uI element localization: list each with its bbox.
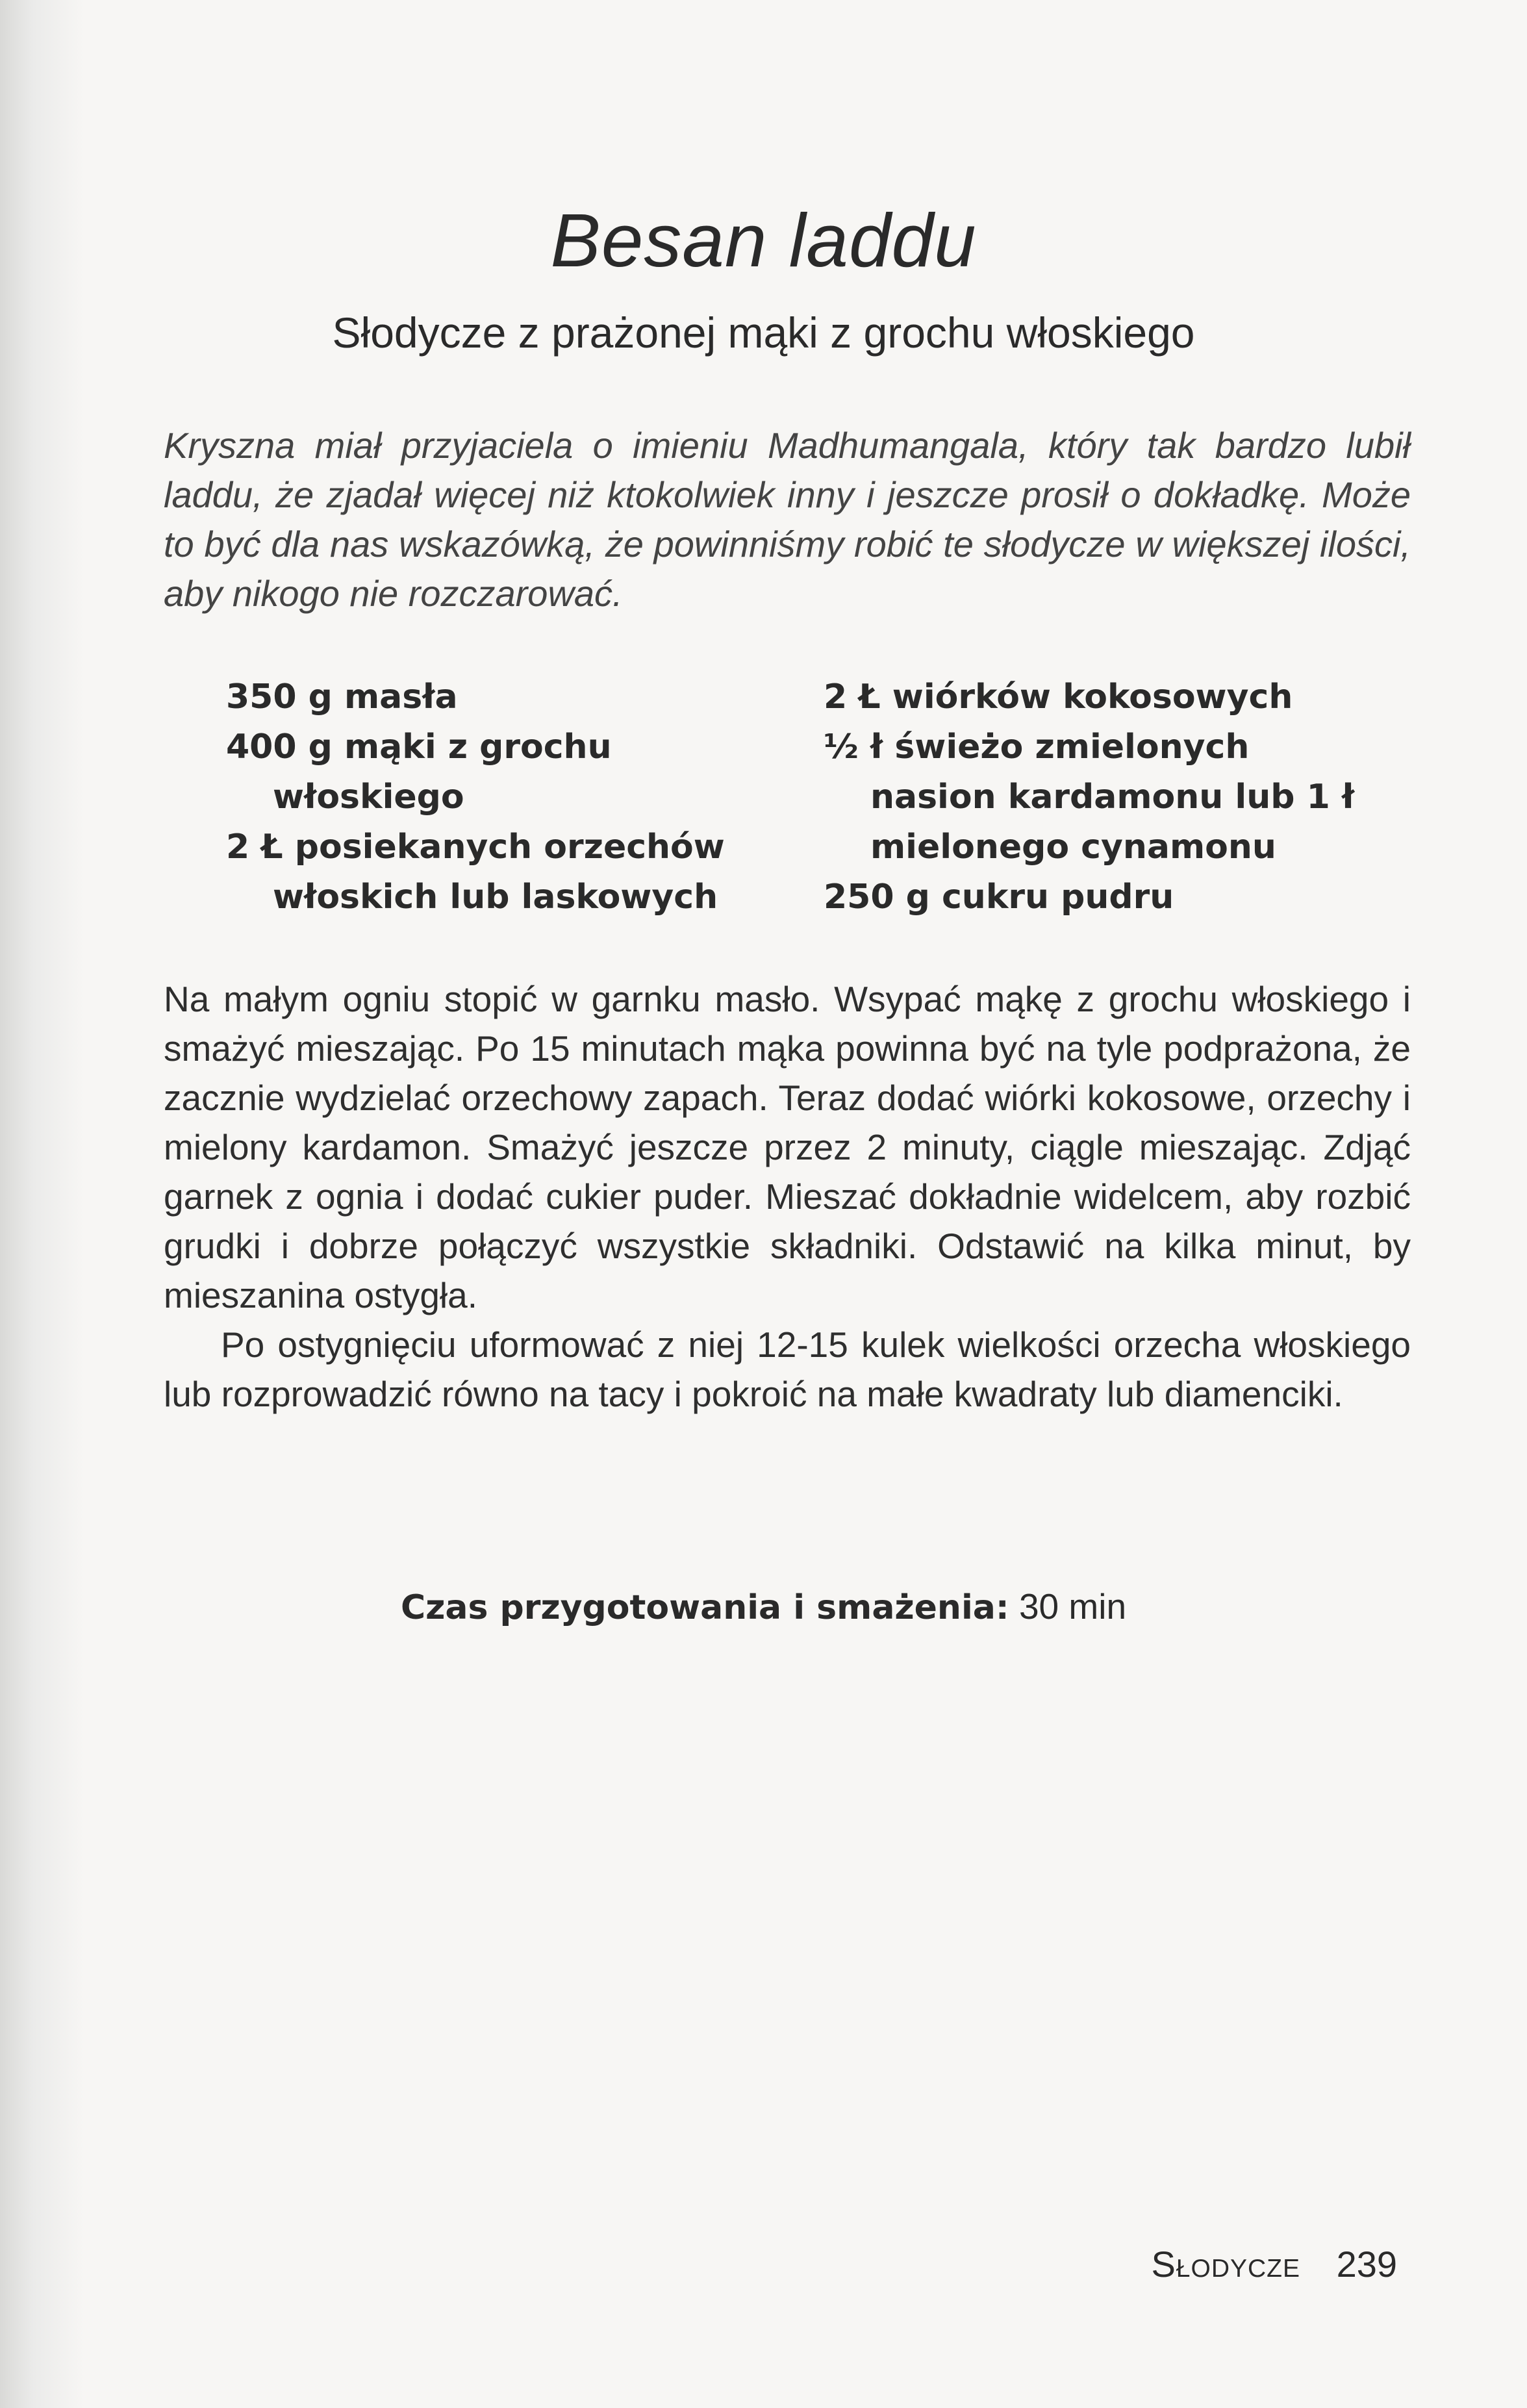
footer-section-title: Słodycze xyxy=(1151,2244,1300,2285)
recipe-subtitle: Słodycze z prażonej mąki z grochu włoskiego xyxy=(332,309,1195,357)
page-number: 239 xyxy=(1336,2244,1397,2285)
prep-time-label: Czas przygotowania i smażenia: xyxy=(400,1588,1009,1627)
prep-time xyxy=(0,1582,1527,1632)
recipe-intro: Kryszna miał przyjaciela o imieniu Madhumangala, który tak bardzo lubił laddu, że zjadał więcej niż ktokolwiek inny i jeszcze prosił o dokładkę. Może to być dla nas wskazówką, że powinniśmy robić te słodycze w większej ilości, aby nikogo nie rozczarować. xyxy=(164,425,1411,614)
page-binding-shadow xyxy=(0,0,84,2408)
ingredient-item: 2 Ł wiórków kokosowych xyxy=(824,678,1293,716)
recipe-title: Besan laddu xyxy=(550,198,977,283)
method-paragraph: Na małym ogniu stopić w garnku masło. Wsypać mąkę z grochu włoskiego i smażyć mieszając. Po 15 minutach mąka powinna być na tyle podprażona, że zacznie wydzielać orzechowy zapach. Teraz dodać wiórki kokosowe, orzechy i mielony kardamon. Smażyć jeszcze przez 2 minuty, ciągle mieszając. Zdjąć garnek z ognia i dodać cukier puder. Mieszać dokładnie widelcem, aby rozbić grudki i dobrze połączyć wszystkie składniki. Odstawić na kilka minut, by mieszanina ostygła. xyxy=(164,979,1411,1315)
ingredient-item: 350 g masła xyxy=(226,678,458,716)
ingredient-item: 2 Ł posiekanych orzechów włoskich lub laskowych xyxy=(226,828,725,917)
ingredients-list-left xyxy=(226,672,785,922)
ingredient-item: 400 g mąki z grochu włoskiego xyxy=(226,728,612,817)
page-footer xyxy=(1151,2240,1397,2289)
ingredients-list-right xyxy=(824,672,1382,922)
ingredient-item: ½ ł świeżo zmielonych nasion kardamonu lub 1 ł mielonego cynamonu xyxy=(824,728,1355,867)
ingredient-item: 250 g cukru pudru xyxy=(824,878,1174,917)
prep-time-value: 30 min xyxy=(1018,1586,1127,1627)
recipe-method xyxy=(164,974,1411,1419)
method-paragraph: Po ostygnięciu uformować z niej 12-15 kulek wielkości orzecha włoskiego lub rozprowadzić równo na tacy i pokroić na małe kwadraty lub diamenciki. xyxy=(164,1324,1411,1414)
